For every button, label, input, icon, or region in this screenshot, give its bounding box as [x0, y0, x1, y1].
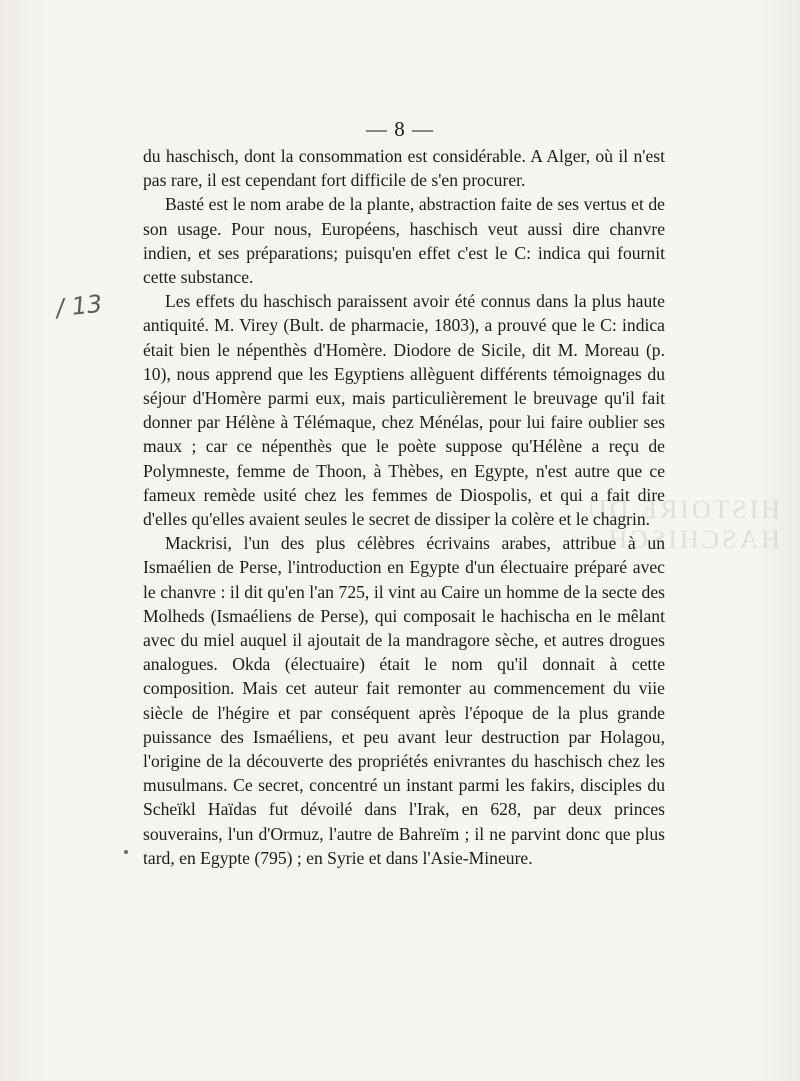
margin-annotation: / 13 [54, 289, 104, 323]
paragraph-1: du haschisch, dont la consommation est considérable. A Alger, où il n'est pas rare, il est cependant fort difficile de s'en procurer. [143, 146, 665, 191]
show-through-text: HISTOIRE DU HASCHISCH [584, 495, 780, 554]
paragraph-2: Basté est le nom arabe de la plante, abstraction faite de ses vertus et de son usage. Pour nous, Européens, haschisch veut aussi dire chanvre indien, et ses préparations; puisqu'en effet c'est le C: indica qui fournit cette substance. [143, 194, 665, 288]
page-number: — 8 — [366, 117, 434, 141]
body-text [143, 144, 665, 870]
paragraph-3: Les effets du haschisch paraissent avoir été connus dans la plus haute antiquité. M. Virey (Bult. de pharmacie, 1803), a prouvé que le C: indica était bien le népenthès d'Homère. Diodore de Sicile, dit M. Moreau (p. 10), nous apprend que les Egyptiens allèguent différents témoignages du séjour d'Homère parmi eux, mais particulièrement le breuvage qu'il fait donner par Hélène à Télémaque, chez Ménélas, pour lui faire oublier ses maux ; car ce népenthès que le poète suppose qu'Hélène a reçu de Polymneste, femme de Thoon, à Thèbes, en Egypte, n'est autre que ce fameux remède usité chez les femmes de Diospolis, et qui a fait dire d'elles qu'elles avaient seules le secret de dissiper la colère et le chagrin. [143, 291, 665, 530]
paragraph-4: Mackrisi, l'un des plus célèbres écrivains arabes, attribue à un Ismaélien de Perse, l'introduction en Egypte d'un électuaire préparé avec le chanvre : il dit qu'en l'an 725, il vint au Caire un homme de la secte des Molheds (Ismaéliens de Perse), qui composait le hachischa en le mêlant avec du miel auquel il ajoutait de la mandragore sèche, et autres drogues analogues. Okda (électuaire) était le nom qu'il donnait à cette composition. Mais cet auteur fait remonter au commencement du viie siècle de l'hégire et par conséquent après l'époque de la plus grande puissance des Ismaéliens, et peu avant leur destruction par Holagou, l'origine de la découverte des propriétés enivrantes du haschisch chez les musulmans. Ce secret, concentré un instant parmi les fakirs, disciples du Scheïkl Haïdas fut dévoilé dans l'Irak, en 628, par deux princes souverains, l'un d'Ormuz, l'autre de Bahreïm ; il ne parvint donc que plus tard, en Egypte (795) ; en Syrie et dans l'Asie-Mineure. [143, 533, 665, 868]
ink-spot [124, 850, 128, 854]
